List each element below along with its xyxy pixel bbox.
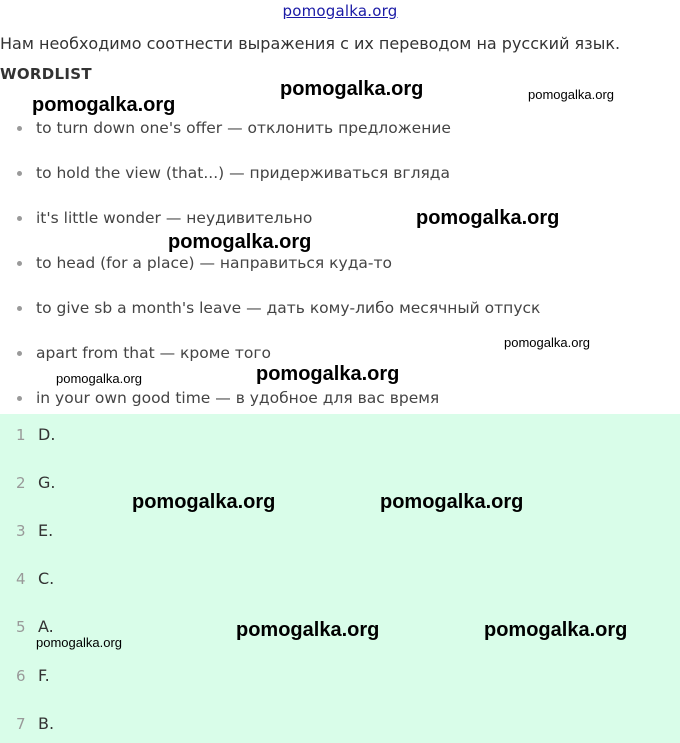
bullet-icon	[17, 171, 22, 176]
answer-value: G.	[38, 473, 56, 492]
bullet-icon	[17, 306, 22, 311]
wordlist-item-text: to head (for a place) — направиться куда-то	[36, 254, 393, 272]
answer-number: 7	[16, 715, 26, 733]
wordlist-item-text: in your own good time — в удобное для вас время	[36, 389, 440, 407]
answer-number: 4	[16, 570, 26, 588]
bullet-icon	[17, 261, 22, 266]
bullet-icon	[17, 396, 22, 401]
watermark: pomogalka.org	[56, 371, 142, 386]
answer-number: 5	[16, 618, 26, 636]
watermark: pomogalka.org	[528, 87, 614, 102]
watermark: pomogalka.org	[416, 207, 560, 229]
answer-number: 6	[16, 667, 26, 685]
wordlist-item-text: to hold the view (that...) — придерживаться вгляда	[36, 164, 451, 182]
list-item	[0, 292, 540, 337]
watermark: pomogalka.org	[132, 491, 276, 513]
wordlist-item-text: apart from that — кроме того	[36, 344, 272, 362]
answer-value: B.	[38, 714, 55, 733]
answer-number: 3	[16, 522, 26, 540]
answer-number: 1	[16, 426, 26, 444]
watermark: pomogalka.org	[256, 363, 400, 385]
answer-value: C.	[38, 569, 55, 588]
watermark: pomogalka.org	[504, 335, 590, 350]
bullet-icon	[17, 351, 22, 356]
answer-value: D.	[38, 425, 56, 444]
answer-value: E.	[38, 521, 54, 540]
answer-value: F.	[38, 666, 50, 685]
wordlist-item-text: to turn down one's offer — отклонить предложение	[36, 119, 451, 137]
list-item	[0, 157, 540, 202]
answer-value: A.	[38, 617, 54, 636]
answer-number: 2	[16, 474, 26, 492]
watermark: pomogalka.org	[32, 94, 176, 116]
answer-panel	[0, 414, 680, 743]
site-header-link[interactable]: pomogalka.org	[282, 2, 398, 20]
watermark: pomogalka.org	[168, 231, 312, 253]
instruction-text: Нам необходимо соотнести выражения с их переводом на русский язык.	[0, 34, 621, 53]
bullet-icon	[17, 126, 22, 131]
list-item	[0, 112, 540, 157]
wordlist-item-text: it's little wonder — неудивительно	[36, 209, 313, 227]
wordlist-item-text: to give sb a month's leave — дать кому-либо месячный отпуск	[36, 299, 541, 317]
watermark: pomogalka.org	[380, 491, 524, 513]
watermark: pomogalka.org	[484, 619, 628, 641]
watermark: pomogalka.org	[280, 78, 424, 100]
wordlist-heading: WORDLIST	[0, 65, 92, 83]
watermark: pomogalka.org	[236, 619, 380, 641]
watermark: pomogalka.org	[36, 635, 122, 650]
bullet-icon	[17, 216, 22, 221]
